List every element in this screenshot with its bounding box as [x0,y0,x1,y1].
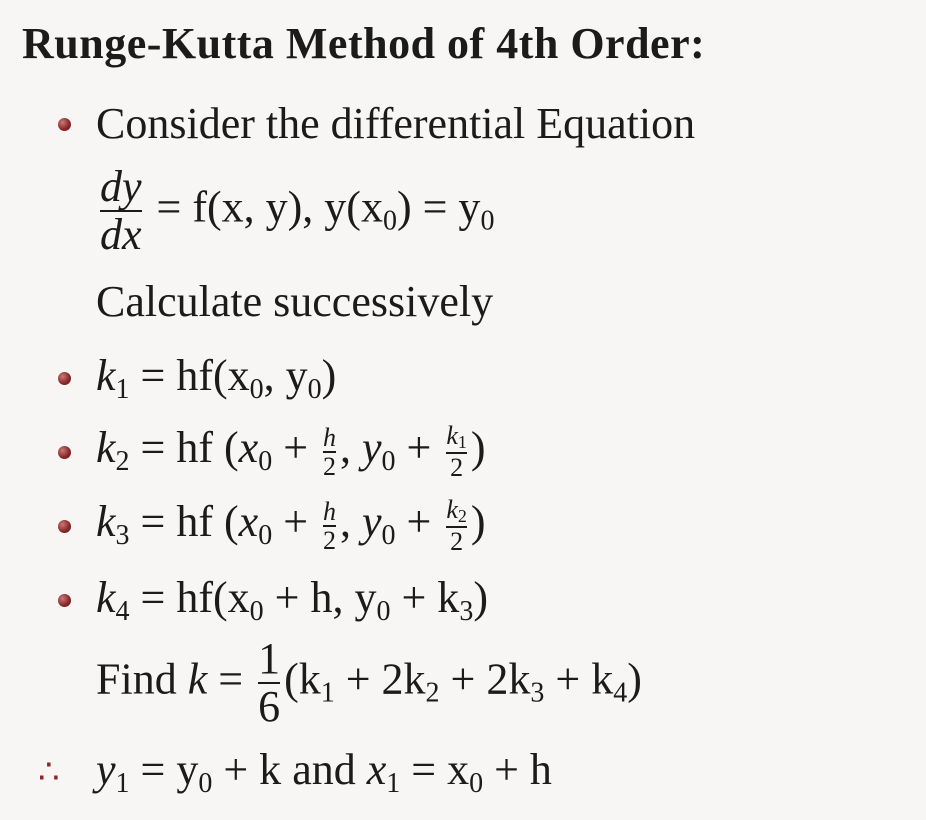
ode-fraction [100,164,142,258]
h-over-2-fraction [323,498,336,555]
sub-1: 1 [115,768,130,799]
fraction-numerator: 1 [258,634,281,683]
paren-close: ) [470,497,486,546]
x-var: x [238,497,259,546]
k2-formula: $k_2$ = hf ($x_0$ + $\frac{h}{2}$ , $y_0$ + $\frac{k_1}{2}$ ) [96,421,486,483]
k4-close: ) [473,573,488,622]
k2-over-2-fraction [446,496,467,555]
k1-subscript: 1 [115,374,130,405]
k1-mid: , y [263,351,308,400]
sub-4: 4 [613,677,628,709]
fraction-denominator: 2 [450,527,464,557]
k3-subscript: 3 [115,520,130,551]
plus-k: + k [212,745,293,794]
k-subscript: 2 [457,506,467,527]
k3-formula: $k_3$ = hf ($x_0$ + $\frac{h}{2}$ , $y_0$ + $\frac{k_2}{2}$ ) [96,495,486,557]
find-label: Find [96,654,177,704]
k2-rhs: = hf [140,423,213,472]
sum-close: ) [627,654,642,704]
k1-over-2-fraction [446,422,467,481]
find-k-formula [96,636,642,730]
fraction-numerator [446,422,467,452]
ode-rhs-2: ) = y [396,182,481,232]
k4-symbol: k [96,573,116,622]
ode-numerator: dy [100,162,142,211]
fraction-numerator: h [323,422,337,452]
fraction-denominator: 2 [323,451,337,481]
x0-sub: 0 [258,520,273,551]
k-var: k [446,495,458,525]
bullet-icon [58,446,71,459]
bullet-icon [58,118,71,131]
ode-rhs: = f(x, y), y(x [156,182,383,232]
k2-subscript: 2 [115,446,130,477]
k1-formula [96,350,336,406]
k4-subscript: 4 [115,596,130,627]
sum-open: (k [284,654,321,704]
y-var: y [362,497,382,546]
result-formula [96,744,552,800]
x-var: x [238,423,259,472]
k-symbol: k [187,654,208,704]
intro-text: Consider the differential Equation [96,99,696,148]
k1-sub-b: 0 [307,374,322,405]
one-sixth-fraction [258,636,280,730]
sub-x1: 1 [386,768,401,799]
k2-symbol: k [96,423,116,472]
plus-h: + h [483,745,552,794]
k4-sub-c: 3 [459,596,474,627]
equals-x: = x [411,745,470,794]
fraction-denominator: 2 [450,453,464,483]
k3-rhs: = hf [140,497,213,546]
bullet-icon [58,594,71,607]
k1-symbol: k [96,351,116,400]
paren-open: ( [224,423,239,472]
therefore-symbol: ∴ [38,752,60,792]
h-over-2-fraction [323,424,336,481]
plus-k: + k [544,654,614,704]
ode-subscript: 0 [382,205,397,237]
fraction-denominator: 2 [323,525,337,555]
y0-sub: 0 [381,446,396,477]
sub-x0: 0 [469,768,484,799]
k1-rhs: = hf(x [140,351,250,400]
ode-denominator: dx [100,210,142,260]
k3-symbol: k [96,497,116,546]
k4-sub-b: 0 [376,596,391,627]
x-symbol: x [355,745,387,794]
plus-2k: + 2k [334,654,426,704]
k-var: k [446,421,458,451]
and-word: and [292,745,356,794]
k1-end: ) [321,351,337,400]
k4-mid: + h, y [263,573,377,622]
fraction-denominator: 6 [258,682,281,732]
sub-3: 3 [530,677,545,709]
paren-close: ) [470,423,486,472]
sub-2: 2 [425,677,440,709]
equals-sign: = [218,654,244,704]
k-subscript: 1 [457,432,467,453]
sub-1: 1 [320,677,335,709]
bullet-icon [58,520,71,533]
y0-sub: 0 [381,520,396,551]
fraction-numerator [446,496,467,526]
sub-0: 0 [198,768,213,799]
k4-formula [96,572,488,628]
k1-sub-a: 0 [249,374,264,405]
y-symbol: y [96,745,116,794]
y-var: y [362,423,382,472]
ode-subscript-2: 0 [480,205,495,237]
paren-open: ( [224,497,239,546]
k4-end: + k [390,573,460,622]
ode-equation [96,164,494,258]
x0-sub: 0 [258,446,273,477]
k4-sub-a: 0 [249,596,264,627]
slide-title: Runge-Kutta Method of 4th Order: [22,19,706,68]
equals-y: = y [140,745,199,794]
k4-rhs: = hf(x [140,573,250,622]
plus-2k-b: + 2k [439,654,531,704]
fraction-numerator: h [323,496,337,526]
bullet-icon [58,372,71,385]
calc-text: Calculate successively [96,277,494,326]
